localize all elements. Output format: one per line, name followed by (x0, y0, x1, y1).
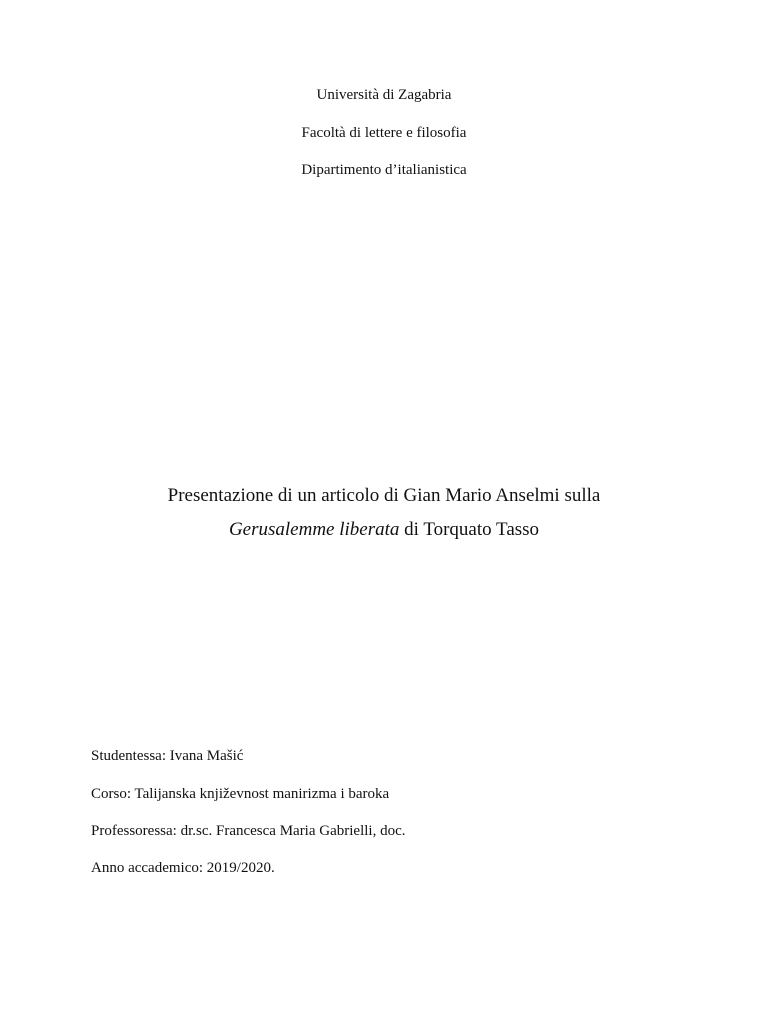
course-line: Corso: Talijanska književnost manirizma i baroka (91, 786, 390, 802)
academic-year-line: Anno accademico: 2019/2020. (91, 860, 275, 876)
university-name: Università di Zagabria (316, 87, 452, 103)
document-title-line-2 (0, 518, 768, 542)
department-name: Dipartimento d’italianistica (301, 162, 467, 178)
professor-line: Professoressa: dr.sc. Francesca Maria Gabrielli, doc. (91, 823, 406, 839)
faculty-name: Facoltà di lettere e filosofia (301, 125, 467, 141)
work-title-rest: di Torquato Tasso (399, 519, 540, 540)
work-title-italic: Gerusalemme liberata (228, 519, 400, 540)
document-title-line-1: Presentazione di un articolo di Gian Mario Anselmi sulla (167, 485, 601, 506)
student-line: Studentessa: Ivana Mašić (91, 748, 244, 764)
